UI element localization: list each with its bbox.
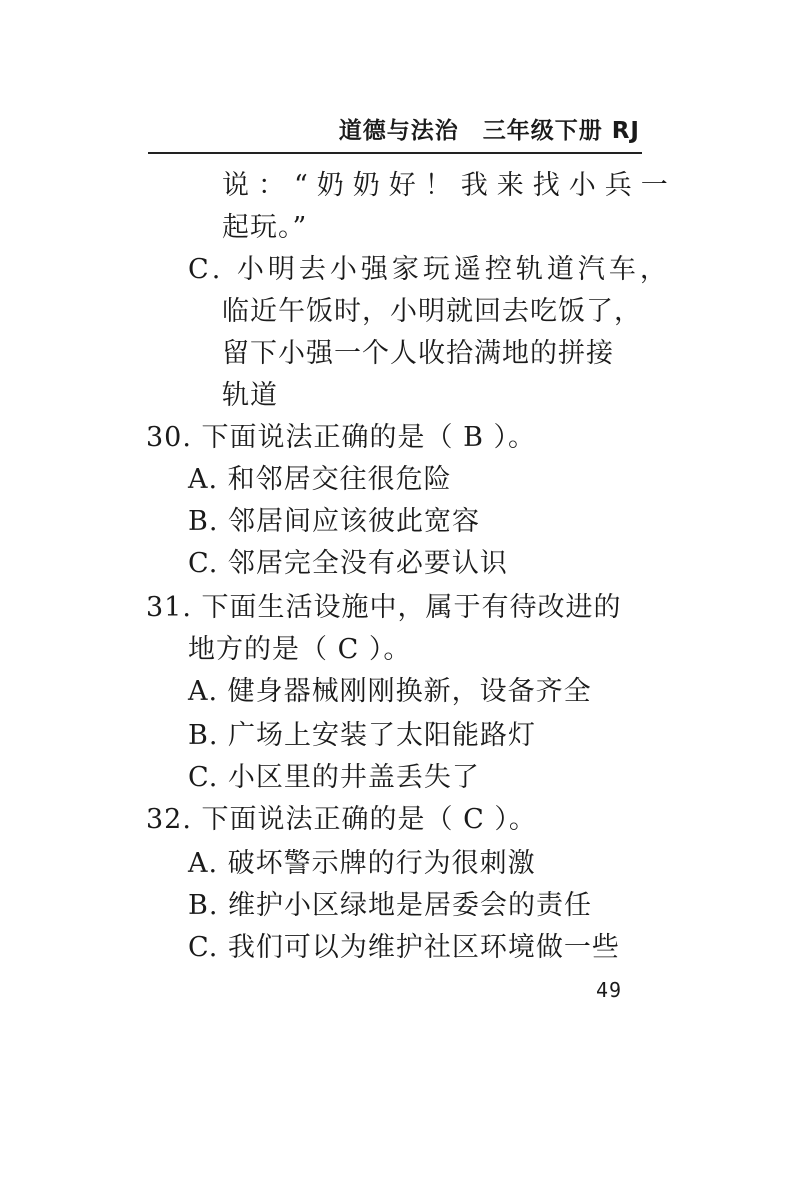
q31-stem: 31. 下面生活设施中，属于有待改进的 [146, 592, 622, 623]
q31-stem-line2: 地方的是（ C ）。 [188, 634, 412, 665]
q29-option-c-line4: 轨道 [222, 380, 278, 411]
q29-option-b-continued: 说：“奶奶好！我来找小兵一 [222, 170, 677, 201]
q30-stem: 30. 下面说法正确的是（ B ）。 [146, 422, 537, 453]
q31-option-c: C. 小区里的井盖丢失了 [188, 762, 480, 793]
page-number: 49 [596, 978, 623, 1002]
q32-stem: 32. 下面说法正确的是（ C ）。 [146, 804, 537, 835]
q30-option-a: A. 和邻居交往很危险 [188, 464, 452, 495]
q30-option-c: C. 邻居完全没有必要认识 [188, 548, 508, 579]
q32-option-a: A. 破坏警示牌的行为很刺激 [188, 848, 536, 879]
q29-option-c: C. 小明去小强家玩遥控轨道汽车， [188, 254, 671, 285]
q29-option-b-end: 起玩。” [222, 212, 308, 243]
header-title: 道德与法治 三年级下册 RJ [338, 118, 640, 144]
q30-option-b: B. 邻居间应该彼此宽容 [188, 506, 481, 537]
q31-option-b: B. 广场上安装了太阳能路灯 [188, 720, 537, 751]
q32-option-c: C. 我们可以为维护社区环境做一些 [188, 932, 620, 963]
q31-option-a: A. 健身器械刚刚换新，设备齐全 [188, 676, 592, 707]
q29-option-c-line3: 留下小强一个人收拾满地的拼接 [222, 338, 614, 369]
q29-option-c-line2: 临近午饭时，小明就回去吃饭了， [222, 296, 642, 327]
page-header [148, 112, 642, 154]
q32-option-b: B. 维护小区绿地是居委会的责任 [188, 890, 593, 921]
